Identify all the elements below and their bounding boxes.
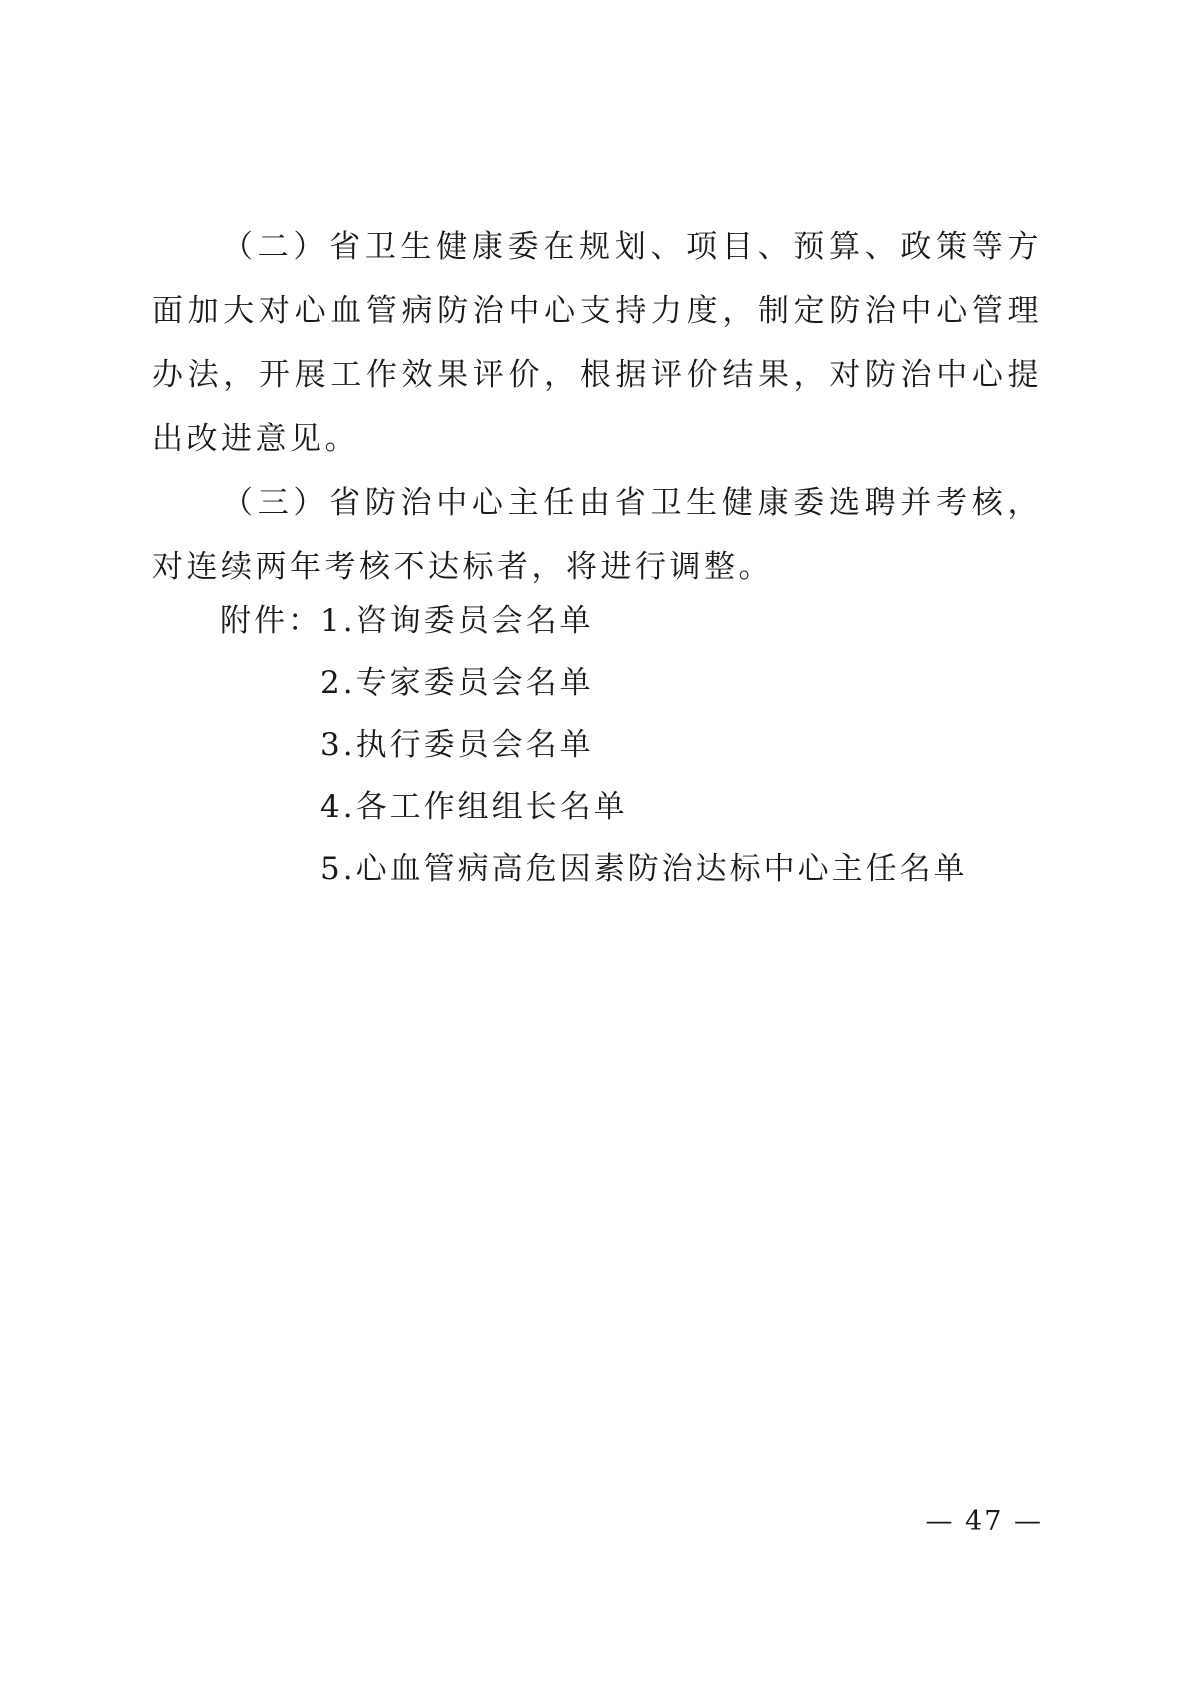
attachment-row [220, 652, 1020, 714]
body-text [152, 215, 1042, 599]
attachment-row [220, 776, 1020, 838]
attachment-item: 2.专家委员会名单 [320, 665, 594, 701]
attachment-item: 4.各工作组组长名单 [320, 789, 628, 825]
attachment-item: 3.执行委员会名单 [320, 727, 594, 763]
page-number [0, 1502, 1190, 1542]
paragraph-2: （二）省卫生健康委在规划、项目、预算、政策等方面加大对心血管病防治中心支持力度，制定防治中心管理办法，开展工作效果评价，根据评价结果，对防治中心提出改进意见。 [152, 229, 1042, 457]
attachment-row [220, 590, 1020, 652]
attachment-item: 5.心血管病高危因素防治达标中心主任名单 [320, 851, 968, 887]
attachments-label: 附件： [220, 603, 322, 639]
attachment-row [220, 838, 1020, 900]
attachment-row [220, 714, 1020, 776]
paragraph-3: （三）省防治中心主任由省卫生健康委选聘并考核，对连续两年考核不达标者，将进行调整。 [152, 485, 1042, 585]
page-number-text: — 47 — [925, 1506, 1043, 1537]
attachment-item: 1.咨询委员会名单 [320, 603, 594, 639]
attachments-list [220, 590, 1020, 900]
